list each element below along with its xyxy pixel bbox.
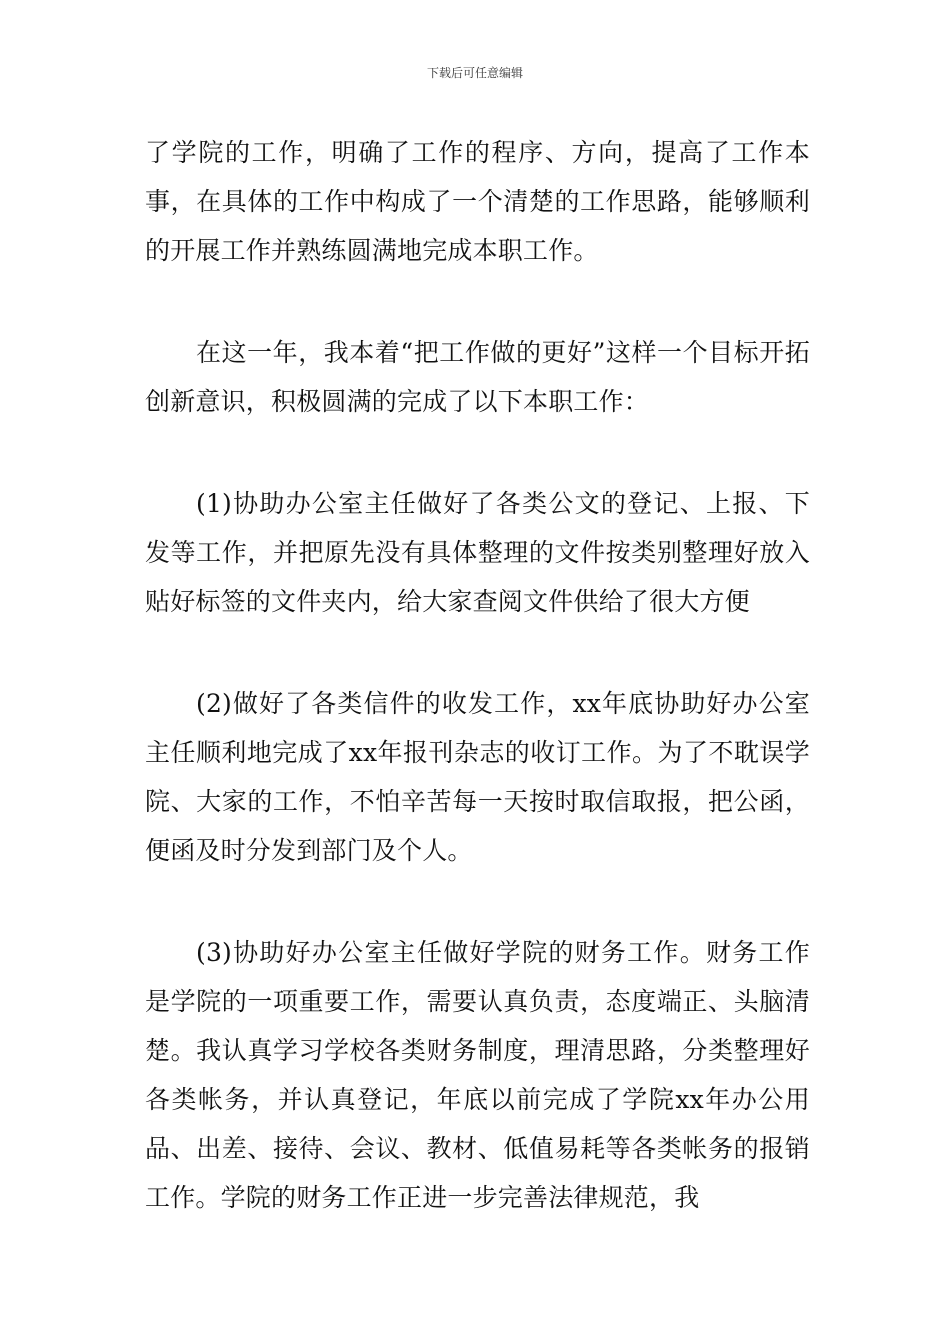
document-body [145, 128, 810, 1222]
paragraph-item-3: (3)协助好办公室主任做好学院的财务工作。财务工作是学院的一项重要工作，需要认真负责，态度端正、头脑清楚。我认真学习学校各类财务制度，理清思路，分类整理好各类帐务，并认真登记，年底以前完成了学院xx年办公用品、出差、接待、会议、教材、低值易耗等各类帐务的报销工作。学院的财务工作正进一步完善法律规范，我 [145, 938, 810, 1212]
paragraph-continuation: 了学院的工作，明确了工作的程序、方向，提高了工作本事，在具体的工作中构成了一个清楚的工作思路，能够顺利的开展工作并熟练圆满地完成本职工作。 [145, 138, 810, 265]
paragraph-item-2: (2)做好了各类信件的收发工作，xx年底协助好办公室主任顺利地完成了xx年报刊杂志的收订工作。为了不耽误学院、大家的工作，不怕辛苦每一天按时取信取报，把公函，便函及时分发到部门及个人。 [145, 689, 810, 865]
page-header: 下载后可任意编辑 [426, 66, 523, 80]
paragraph-intro: 在这一年，我本着“把工作做的更好”这样一个目标开拓创新意识，积极圆满的完成了以下本职工作： [145, 338, 810, 416]
paragraph-item-1: (1)协助办公室主任做好了各类公文的登记、上报、下发等工作，并把原先没有具体整理的文件按类别整理好放入贴好标签的文件夹内，给大家查阅文件供给了很大方便 [145, 489, 810, 616]
